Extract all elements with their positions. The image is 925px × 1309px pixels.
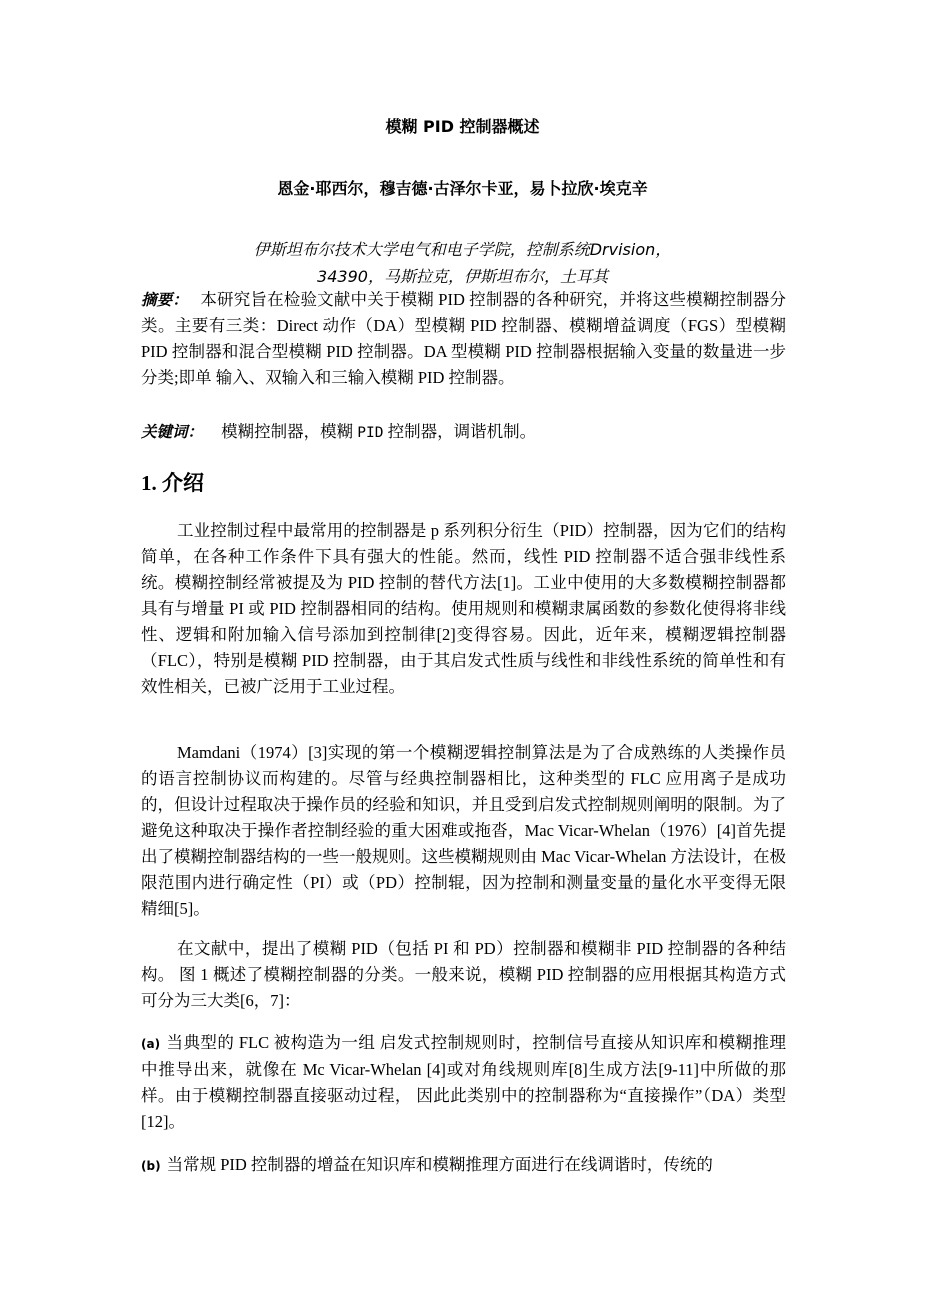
paper-title: 模糊 PID 控制器概述 bbox=[385, 117, 540, 136]
list-item-b-text: 当常规 PID 控制器的增益在知识库和模糊推理方面进行在线调谐时，传统的 bbox=[166, 1155, 713, 1174]
paragraph-2: Mamdani（1974）[3]实现的第一个模糊逻辑控制算法是为了合成熟练的人类操作员的语言控制协议而构建的。尽管与经典控制器相比，这种类型的 FLC 应用离子是成功的，但设计过程取决于操作员的经验和知识，并且受到启发式控制规则阐明的限制。为了避免这种取决于操作者控制经验的重大困难或拖沓，Mac Vicar-Whelan（1976）[4]首先提出了模糊控制器结构的一些一般规则。这些模糊规则由 Mac Vicar-Whelan 方法设计，在极限范围内进行确定性（PI）或（PD）控制辊，因为控制和测量变量的量化水平变得无限精细[5]。 bbox=[141, 743, 787, 918]
list-item-b-label: (b) bbox=[141, 1159, 161, 1173]
abstract-text: 本研究旨在检验文献中关于模糊 PID 控制器的各种研究，并将这些模糊控制器分类。主要有三类：Direct 动作（DA）型模糊 PID 控制器、模糊增益调度（FGS）型模糊 PID 控制器和混合型模糊 PID 控制器。DA 型模糊 PID 控制器根据输入变量的数量进一步分类;即单 输入、双输入和三输入模糊 PID 控制器。 bbox=[141, 290, 786, 387]
paragraph-3: 在文献中，提出了模糊 PID（包括 PI 和 PD）控制器和模糊非 PID 控制器的各种结构。 图 1 概述了模糊控制器的分类。一般来说，模糊 PID 控制器的应用根据其构造方式可分为三大类[6，7]： bbox=[141, 939, 786, 1010]
list-item-a-label: (a) bbox=[141, 1037, 161, 1051]
abstract-label: 摘要： bbox=[141, 291, 189, 309]
keywords bbox=[141, 419, 786, 446]
keywords-text-1: 模糊控制器，模糊 bbox=[221, 422, 358, 441]
affiliation-line-1: 伊斯坦布尔技术大学电气和电子学院，控制系统Drvision， bbox=[253, 240, 672, 259]
keywords-label: 关键词： bbox=[141, 423, 204, 441]
abstract bbox=[141, 287, 786, 391]
keywords-text-2: 控制器，调谐机制。 bbox=[383, 422, 537, 441]
list-item-b bbox=[141, 1152, 786, 1179]
paragraph-1: 工业控制过程中最常用的控制器是 p 系列积分衍生（PID）控制器，因为它们的结构简单，在各种工作条件下具有强大的性能。然而，线性 PID 控制器不适合强非线性系统。模糊控制经常被提及为 PID 控制的替代方法[1]。工业中使用的大多数模糊控制器都具有与增量 PI 或 PID 控制器相同的结构。使用规则和模糊隶属函数的参数化使得将非线性、逻辑和附加输入信号添加到控制律[2]变得容易。因此，近年来，模糊逻辑控制器（FLC），特别是模糊 PID 控制器，由于其启发式性质与线性和非线性系统的简单性和有效性相关，已被广泛用于工业过程。 bbox=[141, 521, 786, 696]
keywords-pid: PID bbox=[357, 425, 384, 441]
section-heading: 1. 介绍 bbox=[141, 471, 204, 495]
affiliation-line-2: 34390，马斯拉克，伊斯坦布尔，土耳其 bbox=[317, 267, 608, 286]
list-item-a bbox=[141, 1030, 786, 1135]
author-list: 恩金·耶西尔，穆吉德·古泽尔卡亚，易卜拉欣·埃克辛 bbox=[277, 179, 648, 198]
list-item-a-text: 当典型的 FLC 被构造为一组 启发式控制规则时，控制信号直接从知识库和模糊推理中推导出来，就像在 Mc Vicar-Whelan [4]或对角线规则库[8]生成方法[9-11]中所做的那样。由于模糊控制器直接驱动过程， 因此此类别中的控制器称为“直接操作”（DA）类型[12]。 bbox=[141, 1033, 786, 1131]
